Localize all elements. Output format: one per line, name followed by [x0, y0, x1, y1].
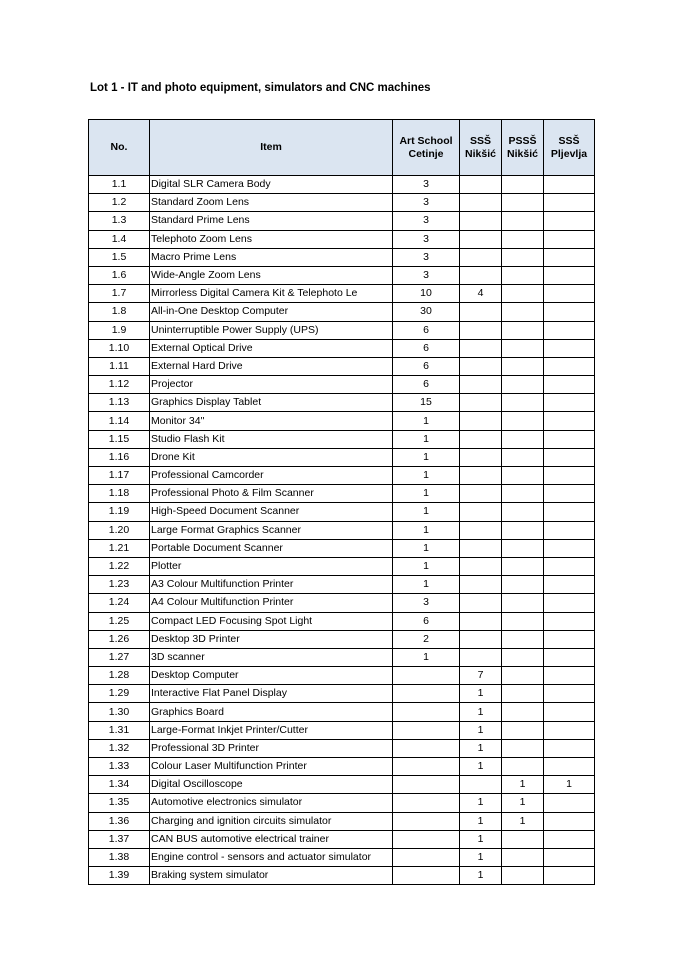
- item-name-cell: Standard Zoom Lens: [150, 194, 393, 212]
- row-number-cell: 1.1: [89, 176, 150, 194]
- row-number-cell: 1.12: [89, 376, 150, 394]
- item-name-cell: Large-Format Inkjet Printer/Cutter: [150, 721, 393, 739]
- row-number-cell: 1.3: [89, 212, 150, 230]
- sss-pljevlja-qty: [544, 703, 595, 721]
- sss-pljevlja-qty: [544, 685, 595, 703]
- sss-niksic-qty: [460, 485, 502, 503]
- item-name-cell: 3D scanner: [150, 648, 393, 666]
- item-name-cell: External Optical Drive: [150, 339, 393, 357]
- art-school-cetinje-qty: 1: [393, 576, 460, 594]
- sss-pljevlja-qty: [544, 521, 595, 539]
- sss-niksic-qty: [460, 776, 502, 794]
- sss-niksic-qty: 1: [460, 830, 502, 848]
- psss-niksic-qty: [502, 357, 544, 375]
- art-school-cetinje-qty: [393, 685, 460, 703]
- table-body: [89, 176, 595, 885]
- row-number-cell: 1.19: [89, 503, 150, 521]
- sss-pljevlja-qty: [544, 630, 595, 648]
- item-name-cell: Studio Flash Kit: [150, 430, 393, 448]
- header-item: Item: [150, 120, 393, 176]
- sss-niksic-qty: 1: [460, 794, 502, 812]
- item-name-cell: All-in-One Desktop Computer: [150, 303, 393, 321]
- sss-pljevlja-qty: [544, 758, 595, 776]
- psss-niksic-qty: [502, 830, 544, 848]
- sss-niksic-qty: [460, 376, 502, 394]
- row-number-cell: 1.21: [89, 539, 150, 557]
- table-row: [89, 521, 595, 539]
- sss-niksic-qty: [460, 357, 502, 375]
- sss-pljevlja-qty: [544, 394, 595, 412]
- row-number-cell: 1.31: [89, 721, 150, 739]
- item-name-cell: Automotive electronics simulator: [150, 794, 393, 812]
- item-name-cell: Wide-Angle Zoom Lens: [150, 266, 393, 284]
- psss-niksic-qty: [502, 339, 544, 357]
- sss-pljevlja-qty: [544, 430, 595, 448]
- sss-niksic-qty: 1: [460, 739, 502, 757]
- item-name-cell: Professional Camcorder: [150, 467, 393, 485]
- sss-pljevlja-qty: [544, 667, 595, 685]
- psss-niksic-qty: [502, 867, 544, 885]
- item-name-cell: Engine control - sensors and actuator simulator: [150, 848, 393, 866]
- psss-niksic-qty: 1: [502, 776, 544, 794]
- sss-pljevlja-qty: [544, 848, 595, 866]
- table-row: [89, 176, 595, 194]
- sss-pljevlja-qty: [544, 594, 595, 612]
- table-row: [89, 412, 595, 430]
- table-row: [89, 557, 595, 575]
- art-school-cetinje-qty: 1: [393, 539, 460, 557]
- sss-niksic-qty: 1: [460, 812, 502, 830]
- psss-niksic-qty: 1: [502, 794, 544, 812]
- sss-niksic-qty: [460, 394, 502, 412]
- sss-pljevlja-qty: [544, 285, 595, 303]
- row-number-cell: 1.2: [89, 194, 150, 212]
- item-name-cell: Projector: [150, 376, 393, 394]
- item-name-cell: Macro Prime Lens: [150, 248, 393, 266]
- row-number-cell: 1.15: [89, 430, 150, 448]
- psss-niksic-qty: [502, 412, 544, 430]
- row-number-cell: 1.22: [89, 557, 150, 575]
- row-number-cell: 1.13: [89, 394, 150, 412]
- sss-pljevlja-qty: [544, 503, 595, 521]
- header-no: No.: [89, 120, 150, 176]
- psss-niksic-qty: [502, 430, 544, 448]
- sss-pljevlja-qty: [544, 739, 595, 757]
- row-number-cell: 1.39: [89, 867, 150, 885]
- psss-niksic-qty: [502, 612, 544, 630]
- sss-pljevlja-qty: [544, 648, 595, 666]
- item-name-cell: Desktop 3D Printer: [150, 630, 393, 648]
- art-school-cetinje-qty: 3: [393, 194, 460, 212]
- sss-pljevlja-qty: [544, 576, 595, 594]
- item-name-cell: Compact LED Focusing Spot Light: [150, 612, 393, 630]
- art-school-cetinje-qty: 1: [393, 557, 460, 575]
- row-number-cell: 1.38: [89, 848, 150, 866]
- psss-niksic-qty: [502, 467, 544, 485]
- row-number-cell: 1.36: [89, 812, 150, 830]
- item-name-cell: Colour Laser Multifunction Printer: [150, 758, 393, 776]
- item-name-cell: Standard Prime Lens: [150, 212, 393, 230]
- row-number-cell: 1.9: [89, 321, 150, 339]
- row-number-cell: 1.23: [89, 576, 150, 594]
- table-row: [89, 503, 595, 521]
- row-number-cell: 1.29: [89, 685, 150, 703]
- psss-niksic-qty: [502, 176, 544, 194]
- psss-niksic-qty: [502, 266, 544, 284]
- sss-pljevlja-qty: [544, 794, 595, 812]
- item-name-cell: Uninterruptible Power Supply (UPS): [150, 321, 393, 339]
- sss-pljevlja-qty: 1: [544, 776, 595, 794]
- psss-niksic-qty: [502, 557, 544, 575]
- psss-niksic-qty: [502, 739, 544, 757]
- item-name-cell: Braking system simulator: [150, 867, 393, 885]
- row-number-cell: 1.8: [89, 303, 150, 321]
- sss-niksic-qty: 1: [460, 703, 502, 721]
- table-row: [89, 685, 595, 703]
- item-name-cell: Plotter: [150, 557, 393, 575]
- art-school-cetinje-qty: 30: [393, 303, 460, 321]
- item-name-cell: Interactive Flat Panel Display: [150, 685, 393, 703]
- psss-niksic-qty: [502, 521, 544, 539]
- sss-niksic-qty: 1: [460, 685, 502, 703]
- art-school-cetinje-qty: [393, 848, 460, 866]
- table-row: [89, 758, 595, 776]
- table-header-row: [89, 120, 595, 176]
- sss-niksic-qty: [460, 448, 502, 466]
- psss-niksic-qty: [502, 285, 544, 303]
- art-school-cetinje-qty: 6: [393, 339, 460, 357]
- table-row: [89, 830, 595, 848]
- sss-niksic-qty: 1: [460, 721, 502, 739]
- sss-pljevlja-qty: [544, 212, 595, 230]
- table-row: [89, 430, 595, 448]
- item-name-cell: External Hard Drive: [150, 357, 393, 375]
- psss-niksic-qty: [502, 594, 544, 612]
- psss-niksic-qty: [502, 576, 544, 594]
- sss-niksic-qty: [460, 503, 502, 521]
- art-school-cetinje-qty: 6: [393, 321, 460, 339]
- table-row: [89, 448, 595, 466]
- table-row: [89, 303, 595, 321]
- row-number-cell: 1.14: [89, 412, 150, 430]
- art-school-cetinje-qty: 10: [393, 285, 460, 303]
- sss-niksic-qty: 1: [460, 867, 502, 885]
- sss-pljevlja-qty: [544, 266, 595, 284]
- row-number-cell: 1.7: [89, 285, 150, 303]
- psss-niksic-qty: [502, 703, 544, 721]
- table-row: [89, 594, 595, 612]
- psss-niksic-qty: [502, 648, 544, 666]
- row-number-cell: 1.30: [89, 703, 150, 721]
- sss-pljevlja-qty: [544, 867, 595, 885]
- sss-niksic-qty: [460, 321, 502, 339]
- art-school-cetinje-qty: [393, 758, 460, 776]
- art-school-cetinje-qty: [393, 867, 460, 885]
- art-school-cetinje-qty: 3: [393, 176, 460, 194]
- art-school-cetinje-qty: [393, 703, 460, 721]
- table-row: [89, 721, 595, 739]
- sss-pljevlja-qty: [544, 557, 595, 575]
- row-number-cell: 1.32: [89, 739, 150, 757]
- table-row: [89, 648, 595, 666]
- item-name-cell: A4 Colour Multifunction Printer: [150, 594, 393, 612]
- sss-pljevlja-qty: [544, 830, 595, 848]
- row-number-cell: 1.28: [89, 667, 150, 685]
- sss-niksic-qty: [460, 303, 502, 321]
- psss-niksic-qty: [502, 539, 544, 557]
- sss-pljevlja-qty: [544, 467, 595, 485]
- psss-niksic-qty: [502, 758, 544, 776]
- art-school-cetinje-qty: 1: [393, 467, 460, 485]
- sss-niksic-qty: [460, 576, 502, 594]
- art-school-cetinje-qty: [393, 721, 460, 739]
- table-row: [89, 357, 595, 375]
- sss-niksic-qty: [460, 212, 502, 230]
- table-row: [89, 467, 595, 485]
- row-number-cell: 1.6: [89, 266, 150, 284]
- row-number-cell: 1.27: [89, 648, 150, 666]
- item-name-cell: Large Format Graphics Scanner: [150, 521, 393, 539]
- table-row: [89, 394, 595, 412]
- art-school-cetinje-qty: [393, 812, 460, 830]
- item-name-cell: Monitor 34": [150, 412, 393, 430]
- table-row: [89, 230, 595, 248]
- art-school-cetinje-qty: 1: [393, 648, 460, 666]
- sss-pljevlja-qty: [544, 248, 595, 266]
- psss-niksic-qty: [502, 212, 544, 230]
- sss-pljevlja-qty: [544, 321, 595, 339]
- art-school-cetinje-qty: [393, 739, 460, 757]
- item-name-cell: High-Speed Document Scanner: [150, 503, 393, 521]
- table-row: [89, 266, 595, 284]
- sss-pljevlja-qty: [544, 539, 595, 557]
- art-school-cetinje-qty: 6: [393, 612, 460, 630]
- table-row: [89, 194, 595, 212]
- sss-pljevlja-qty: [544, 176, 595, 194]
- item-name-cell: Professional Photo & Film Scanner: [150, 485, 393, 503]
- sss-niksic-qty: [460, 539, 502, 557]
- table-row: [89, 321, 595, 339]
- psss-niksic-qty: [502, 321, 544, 339]
- item-name-cell: Mirrorless Digital Camera Kit & Telephoto Le: [150, 285, 393, 303]
- table-row: [89, 485, 595, 503]
- psss-niksic-qty: [502, 667, 544, 685]
- sss-niksic-qty: [460, 194, 502, 212]
- row-number-cell: 1.10: [89, 339, 150, 357]
- psss-niksic-qty: [502, 685, 544, 703]
- table-row: [89, 612, 595, 630]
- item-name-cell: Charging and ignition circuits simulator: [150, 812, 393, 830]
- row-number-cell: 1.37: [89, 830, 150, 848]
- header-psss-niksic: PSSŠ Nikšić: [502, 120, 544, 176]
- psss-niksic-qty: [502, 485, 544, 503]
- sss-niksic-qty: [460, 467, 502, 485]
- art-school-cetinje-qty: [393, 776, 460, 794]
- item-name-cell: Digital Oscilloscope: [150, 776, 393, 794]
- sss-niksic-qty: [460, 612, 502, 630]
- sss-pljevlja-qty: [544, 812, 595, 830]
- sss-niksic-qty: [460, 430, 502, 448]
- row-number-cell: 1.11: [89, 357, 150, 375]
- art-school-cetinje-qty: 2: [393, 630, 460, 648]
- table-row: [89, 776, 595, 794]
- sss-niksic-qty: 1: [460, 848, 502, 866]
- row-number-cell: 1.16: [89, 448, 150, 466]
- table-row: [89, 212, 595, 230]
- table-row: [89, 576, 595, 594]
- sss-niksic-qty: [460, 412, 502, 430]
- sss-niksic-qty: [460, 594, 502, 612]
- item-name-cell: Professional 3D Printer: [150, 739, 393, 757]
- row-number-cell: 1.18: [89, 485, 150, 503]
- art-school-cetinje-qty: 1: [393, 412, 460, 430]
- item-name-cell: Drone Kit: [150, 448, 393, 466]
- psss-niksic-qty: [502, 503, 544, 521]
- psss-niksic-qty: [502, 394, 544, 412]
- art-school-cetinje-qty: 1: [393, 430, 460, 448]
- sss-niksic-qty: [460, 521, 502, 539]
- art-school-cetinje-qty: 3: [393, 266, 460, 284]
- psss-niksic-qty: [502, 230, 544, 248]
- table-row: [89, 794, 595, 812]
- table-row: [89, 703, 595, 721]
- item-name-cell: Digital SLR Camera Body: [150, 176, 393, 194]
- item-name-cell: CAN BUS automotive electrical trainer: [150, 830, 393, 848]
- art-school-cetinje-qty: 1: [393, 503, 460, 521]
- sss-pljevlja-qty: [544, 230, 595, 248]
- header-sss-pljevlja: SSŠ Pljevlja: [544, 120, 595, 176]
- sss-pljevlja-qty: [544, 612, 595, 630]
- psss-niksic-qty: [502, 448, 544, 466]
- sss-pljevlja-qty: [544, 194, 595, 212]
- table-row: [89, 285, 595, 303]
- art-school-cetinje-qty: 3: [393, 594, 460, 612]
- row-number-cell: 1.24: [89, 594, 150, 612]
- item-name-cell: Graphics Display Tablet: [150, 394, 393, 412]
- art-school-cetinje-qty: 1: [393, 485, 460, 503]
- sss-pljevlja-qty: [544, 721, 595, 739]
- sss-niksic-qty: [460, 248, 502, 266]
- sss-niksic-qty: [460, 339, 502, 357]
- table-row: [89, 867, 595, 885]
- item-name-cell: A3 Colour Multifunction Printer: [150, 576, 393, 594]
- lot-title: Lot 1 - IT and photo equipment, simulators and CNC machines: [90, 82, 431, 94]
- art-school-cetinje-qty: 3: [393, 248, 460, 266]
- item-name-cell: Portable Document Scanner: [150, 539, 393, 557]
- sss-niksic-qty: [460, 266, 502, 284]
- art-school-cetinje-qty: 1: [393, 448, 460, 466]
- sss-niksic-qty: [460, 230, 502, 248]
- sss-pljevlja-qty: [544, 339, 595, 357]
- table-row: [89, 812, 595, 830]
- sss-pljevlja-qty: [544, 412, 595, 430]
- header-art-school-cetinje: Art School Cetinje: [393, 120, 460, 176]
- art-school-cetinje-qty: [393, 667, 460, 685]
- art-school-cetinje-qty: 1: [393, 521, 460, 539]
- sss-pljevlja-qty: [544, 357, 595, 375]
- row-number-cell: 1.25: [89, 612, 150, 630]
- sss-niksic-qty: 7: [460, 667, 502, 685]
- sss-pljevlja-qty: [544, 376, 595, 394]
- art-school-cetinje-qty: 3: [393, 212, 460, 230]
- sss-niksic-qty: [460, 630, 502, 648]
- row-number-cell: 1.4: [89, 230, 150, 248]
- table-row: [89, 376, 595, 394]
- art-school-cetinje-qty: 3: [393, 230, 460, 248]
- sss-pljevlja-qty: [544, 485, 595, 503]
- psss-niksic-qty: [502, 303, 544, 321]
- sss-niksic-qty: 4: [460, 285, 502, 303]
- row-number-cell: 1.20: [89, 521, 150, 539]
- psss-niksic-qty: [502, 376, 544, 394]
- item-name-cell: Graphics Board: [150, 703, 393, 721]
- table-row: [89, 739, 595, 757]
- table-row: [89, 248, 595, 266]
- art-school-cetinje-qty: 6: [393, 376, 460, 394]
- art-school-cetinje-qty: 15: [393, 394, 460, 412]
- psss-niksic-qty: [502, 248, 544, 266]
- psss-niksic-qty: [502, 721, 544, 739]
- psss-niksic-qty: [502, 630, 544, 648]
- item-name-cell: Desktop Computer: [150, 667, 393, 685]
- psss-niksic-qty: [502, 194, 544, 212]
- sss-pljevlja-qty: [544, 303, 595, 321]
- item-name-cell: Telephoto Zoom Lens: [150, 230, 393, 248]
- psss-niksic-qty: [502, 848, 544, 866]
- sss-niksic-qty: 1: [460, 758, 502, 776]
- table-row: [89, 630, 595, 648]
- row-number-cell: 1.5: [89, 248, 150, 266]
- sss-pljevlja-qty: [544, 448, 595, 466]
- psss-niksic-qty: 1: [502, 812, 544, 830]
- art-school-cetinje-qty: [393, 794, 460, 812]
- table-row: [89, 539, 595, 557]
- row-number-cell: 1.35: [89, 794, 150, 812]
- equipment-table: [88, 119, 595, 885]
- header-sss-niksic: SSŠ Nikšić: [460, 120, 502, 176]
- table-row: [89, 848, 595, 866]
- table-row: [89, 339, 595, 357]
- row-number-cell: 1.33: [89, 758, 150, 776]
- row-number-cell: 1.34: [89, 776, 150, 794]
- sss-niksic-qty: [460, 557, 502, 575]
- row-number-cell: 1.17: [89, 467, 150, 485]
- sss-niksic-qty: [460, 648, 502, 666]
- art-school-cetinje-qty: [393, 830, 460, 848]
- row-number-cell: 1.26: [89, 630, 150, 648]
- art-school-cetinje-qty: 6: [393, 357, 460, 375]
- sss-niksic-qty: [460, 176, 502, 194]
- table-row: [89, 667, 595, 685]
